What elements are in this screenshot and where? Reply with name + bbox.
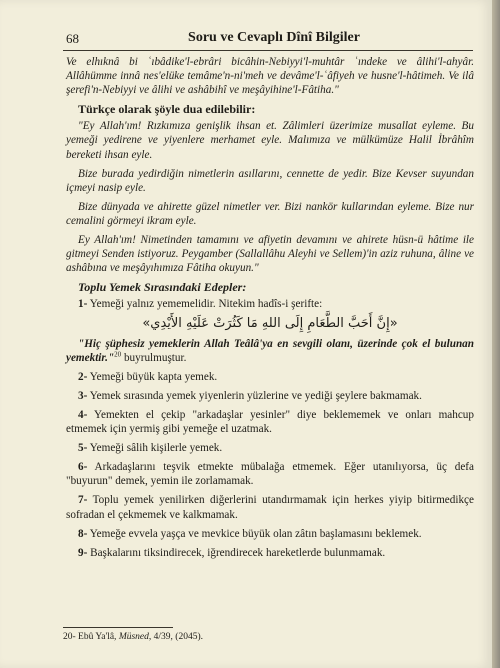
list-item <box>66 297 474 311</box>
manners-heading: Toplu Yemek Sırasındaki Edepler: <box>78 280 247 295</box>
list-item <box>66 527 474 541</box>
list-item <box>66 389 474 403</box>
item-text: Arkadaşlarını teşvik etmekte mübalağa etmemek. Eğer utanılıyorsa, üç defa "buyurun" demek, yemin ile zorlamamak. <box>66 461 474 488</box>
item-text: Başkalarını tiksindirecek, iğrendirecek hareketlerde bulunmamak. <box>90 546 386 559</box>
dua-paragraph-2: Bize burada yedirdiğin nimetlerin asıllarını, cennette de yedir. Bize Kevser suyundan içmeyi nasip eyle. <box>66 167 474 194</box>
dua-paragraph-4: Ey Allah'ım! Nimetinden tamamını ve afiyetin devamını ve ahirete hüsn-ü hâtime ile gitmeyi Senden istiyoruz. Peygamber (Sallallâhu Aleyhi ve Sellem)'in aziz ruhuna, âline ve ashâbına ve meşâyıhımıza Fâtiha okuyun." <box>66 234 474 275</box>
header-rule <box>63 50 473 51</box>
footnote-source: Müsned <box>118 632 149 642</box>
item-number: 9- <box>78 546 88 559</box>
dua-paragraph-3: Bize dünyada ve ahirette güzel nimetler ver. Bizi nankör kullarından eyleme. Bize nur cemalini görmeyi ikram eyle. <box>66 200 474 227</box>
item-text: Yemeği büyük kapta yemek. <box>89 370 218 383</box>
item-text: Yemeği yalnız yememelidir. Nitekim hadîs-i şerifte: <box>89 298 323 311</box>
list-item <box>66 441 474 455</box>
item-text: Yemeğe evvela yaşça ve mevkice büyük olan zâtın başlamasını beklemek. <box>89 527 422 540</box>
item-number: 4- <box>78 408 88 421</box>
item-number: 6- <box>78 461 88 474</box>
item-number: 8- <box>78 527 88 540</box>
footnote-prefix: 20- Ebû Ya'lâ, <box>63 632 119 642</box>
item-number: 1- <box>78 298 88 311</box>
page-header <box>44 30 474 50</box>
item-number: 2- <box>78 370 88 383</box>
transliteration-paragraph: Ve elhıknâ bi ʿıbâdike'l-ebrâri bicâhin-Nebiyyi'l-muhtâr ʿındeke ve âlihi'l-ahyâr. Allâhümme innâ nes'elüke temâme'n-ni'meh ve devâme'l-ʿâfiyeh ve husne'l-hâtimeh. Ve ilâ şerefi'n-Nebiyyi ve âlihi ve ashâbihî ve meşâyihine'l-Fâtiha." <box>66 56 474 97</box>
running-title: Soru ve Cevaplı Dînî Bilgiler <box>188 30 360 45</box>
item-text: Yemek sırasında yemek yiyenlerin yüzlerine ve yediği şeylere bakmamak. <box>89 389 422 402</box>
turkish-dua-heading: Türkçe olarak şöyle dua edilebilir: <box>78 102 256 117</box>
item-number: 5- <box>78 442 88 455</box>
item-text: Toplu yemek yenilirken diğerlerini utandırmamak için herkes yiyip bitirmedikçe sofradan el çekmemek ve kalkmamak. <box>66 494 474 521</box>
item-number: 7- <box>78 494 88 507</box>
item-number: 3- <box>78 389 88 402</box>
hadith-translation-paragraph <box>66 337 474 365</box>
list-item <box>66 370 474 384</box>
dua-paragraph-1: "Ey Allah'ım! Rızkımıza genişlik ihsan et. Zâlimleri üzerimize musallat eyleme. Bu yemeği yedirene ve yiyenlere merhamet eyle. Malımıza ve mülkümüze Halil İbrâhîm bereketi ihsan eyle. <box>66 120 474 161</box>
item-text: Yemeği sâlih kişilerle yemek. <box>89 442 223 455</box>
list-item <box>66 546 474 560</box>
page-edge-shadow <box>492 0 500 668</box>
item-text: Yemekten el çekip "arkadaşlar yesinler" diye beklememek ve onları mahcup etmemek için yermiş gibi yemeğe el uzatmak. <box>66 408 474 436</box>
hadith-suffix: buyrulmuştur. <box>121 351 187 364</box>
list-item <box>66 408 474 436</box>
page-body <box>66 55 474 565</box>
footnote-rule <box>63 627 173 628</box>
list-item <box>66 493 474 521</box>
footnote <box>63 632 203 642</box>
hadith-translation: "Hiç şüphesiz yemeklerin Allah Teâlâ'ya en sevgili olanı, üzerinde çok el bulunan yemektir." <box>66 337 474 364</box>
footnote-reference: 20 <box>114 349 122 358</box>
list-item <box>66 460 474 488</box>
arabic-hadith: «إِنَّ أَحَبَّ الطَّعَامِ إِلَى اللهِ مَا كَثُرَتْ عَلَيْهِ الأَيْدِي» <box>142 315 398 331</box>
footnote-suffix: , 4/39, (2045). <box>148 632 203 642</box>
page-number: 68 <box>66 31 79 46</box>
